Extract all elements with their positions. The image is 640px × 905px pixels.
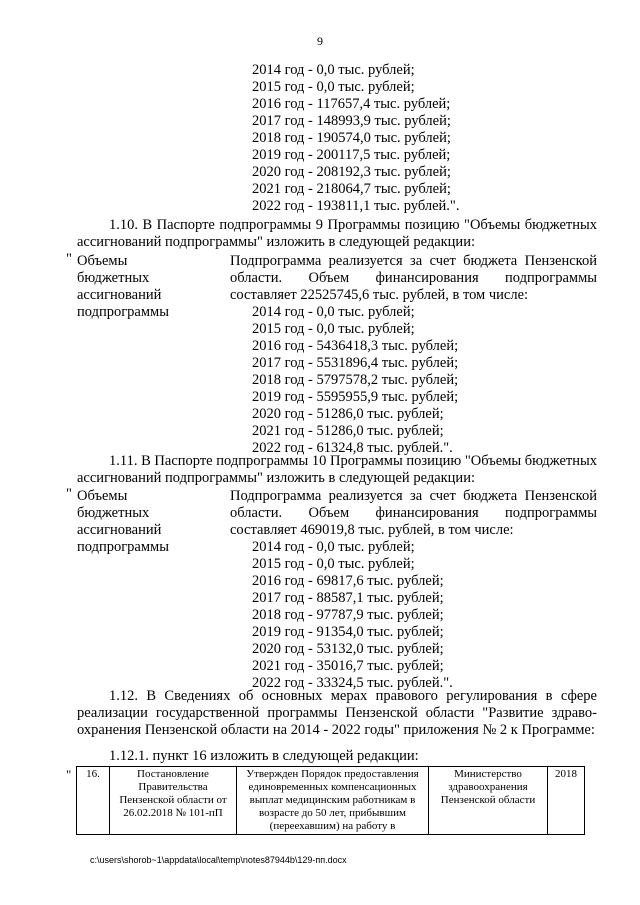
year-line: 2022 год - 193811,1 тыс. рублей.". <box>252 198 460 214</box>
label-line: ассигнований <box>77 522 162 538</box>
year-line: 2014 год - 0,0 тыс. рублей; <box>252 304 415 320</box>
table-cell-doc: Постановление Правительства Пензенской области от 26.02.2018 № 101-пП <box>110 767 237 835</box>
year-line: 2017 год - 88587,1 тыс. рублей; <box>252 590 444 606</box>
year-line: 2016 год - 117657,4 тыс. рублей; <box>252 96 451 112</box>
year-line: 2016 год - 69817,6 тыс. рублей; <box>252 573 444 589</box>
year-line: 2015 год - 0,0 тыс. рублей; <box>252 321 415 337</box>
table-cell-year: 2018 <box>548 767 585 835</box>
block1-description: Подпрограмма реализуется за счет бюджета Пензенской области. Объем финансирования подпрограммы составляет 22525745,6 тыс. рублей, в том числе: <box>230 253 597 303</box>
paragraph-1-10: 1.10. В Паспорте подпрограммы 9 Программы позицию "Объемы бюджетных ассигнований подпрограммы" изложить в следующей редакции: <box>77 217 597 250</box>
year-line: 2021 год - 51286,0 тыс. рублей; <box>252 423 444 439</box>
year-line: 2017 год - 148993,9 тыс. рублей; <box>252 113 451 129</box>
label-line: бюджетных <box>77 505 150 521</box>
page-number: 9 <box>317 34 323 48</box>
table-cell-executor: Министерство здравоохранения Пензенской области <box>429 767 548 835</box>
year-line: 2019 год - 91354,0 тыс. рублей; <box>252 624 444 640</box>
year-line: 2022 год - 61324,8 тыс. рублей.". <box>252 440 453 456</box>
paragraph-1-11: 1.11. В Паспорте подпрограммы 10 Программы позицию "Объемы бюджетных ассигнований подпрограммы" изложить в следующей редакции: <box>77 453 597 486</box>
block2-description: Подпрограмма реализуется за счет бюджета Пензенской области. Объем финансирования подпрограммы составляет 469019,8 тыс. рублей, в том числе: <box>230 488 597 538</box>
label-line: подпрограммы <box>77 539 169 555</box>
label-line: ассигнований <box>77 287 162 303</box>
year-line: 2018 год - 97787,9 тыс. рублей; <box>252 607 444 623</box>
year-line: 2015 год - 0,0 тыс. рублей; <box>252 79 415 95</box>
year-line: 2018 год - 190574,0 тыс. рублей; <box>252 130 451 146</box>
year-line: 2015 год - 0,0 тыс. рублей; <box>252 556 415 572</box>
measures-table <box>76 766 585 835</box>
year-line: 2017 год - 5531896,4 тыс. рублей; <box>252 355 459 371</box>
position-label <box>77 488 217 556</box>
year-line: 2021 год - 218064,7 тыс. рублей; <box>252 181 451 197</box>
year-line: 2018 год - 5797578,2 тыс. рублей; <box>252 372 459 388</box>
year-line: 2022 год - 33324,5 тыс. рублей.". <box>252 675 453 691</box>
quote-mark: " <box>66 767 72 782</box>
quote-mark: " <box>66 486 72 502</box>
year-line: 2014 год - 0,0 тыс. рублей; <box>252 62 415 78</box>
year-line: 2016 год - 5436418,3 тыс. рублей; <box>252 338 459 354</box>
year-line: 2020 год - 208192,3 тыс. рублей; <box>252 164 451 180</box>
year-line: 2020 год - 53132,0 тыс. рублей; <box>252 641 444 657</box>
file-path-footer: c:\users\shorob~1\appdata\local\temp\notes87944b\129-пп.docx <box>90 855 347 865</box>
label-line: Объемы <box>77 253 128 269</box>
label-line: подпрограммы <box>77 304 169 320</box>
table-cell-num: 16. <box>77 767 110 835</box>
year-line: 2014 год - 0,0 тыс. рублей; <box>252 539 415 555</box>
year-line: 2019 год - 5595955,9 тыс. рублей; <box>252 389 459 405</box>
quote-mark: " <box>66 251 72 267</box>
position-label <box>77 253 217 321</box>
table-row <box>77 767 585 835</box>
year-line: 2020 год - 51286,0 тыс. рублей; <box>252 406 444 422</box>
paragraph-1-12: 1.12. В Сведениях об основных мерах правового регулирования в сфере реализации государственной программы Пензенской области "Развитие здраво-охранения Пензенской области на 2014 - 2022 годы" приложения № 2 к Программе: <box>77 688 597 738</box>
label-line: Объемы <box>77 488 128 504</box>
year-line: 2021 год - 35016,7 тыс. рублей; <box>252 658 444 674</box>
year-line: 2019 год - 200117,5 тыс. рублей; <box>252 147 451 163</box>
label-line: бюджетных <box>77 270 150 286</box>
paragraph-1-12-1: 1.12.1. пункт 16 изложить в следующей редакции: <box>109 748 419 764</box>
table-cell-content: Утвержден Порядок предоставления единовременных компенсационных выплат медицинским работникам в возрасте до 50 лет, прибывшим (переехавшим) на работу в <box>237 767 429 835</box>
